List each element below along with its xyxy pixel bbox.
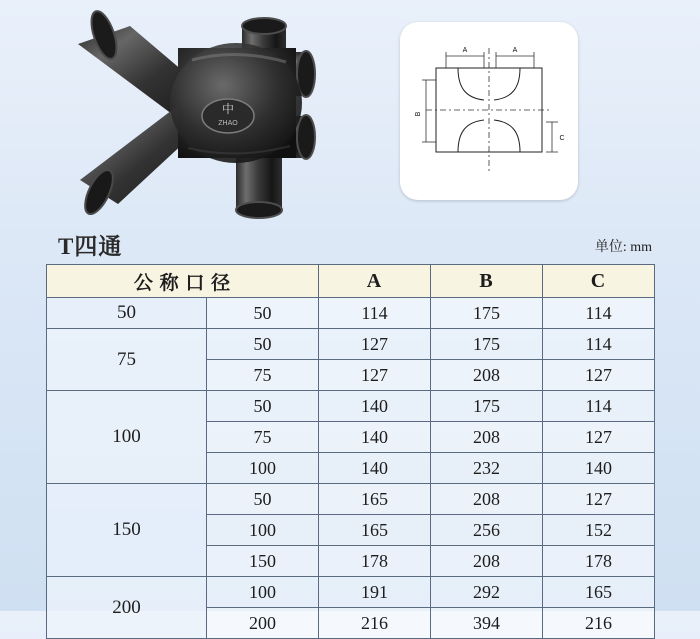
svg-text:ZHAO: ZHAO <box>218 120 238 127</box>
cell-b: 175 <box>431 329 543 360</box>
table-row <box>47 484 655 515</box>
cell-c: 127 <box>543 484 655 515</box>
cell-a: 127 <box>319 360 431 391</box>
drawing-label-a2: A <box>512 47 518 54</box>
cell-c: 178 <box>543 546 655 577</box>
cell-c: 152 <box>543 515 655 546</box>
cell-b: 208 <box>431 360 543 391</box>
cell-nominal: 75 <box>47 329 207 391</box>
cell-sub: 50 <box>207 329 319 360</box>
cell-sub: 150 <box>207 546 319 577</box>
header-nominal-diameter: 公 称 口 径 <box>47 265 319 298</box>
cell-a: 114 <box>319 298 431 329</box>
cell-sub: 50 <box>207 484 319 515</box>
specification-table <box>46 264 655 639</box>
cell-b: 394 <box>431 608 543 639</box>
cell-c: 127 <box>543 422 655 453</box>
header-b: B <box>431 265 543 298</box>
cell-a: 165 <box>319 484 431 515</box>
cell-b: 175 <box>431 391 543 422</box>
cell-sub: 200 <box>207 608 319 639</box>
table-row <box>47 577 655 608</box>
table-row <box>47 391 655 422</box>
header-c: C <box>543 265 655 298</box>
cell-sub: 50 <box>207 298 319 329</box>
cell-c: 140 <box>543 453 655 484</box>
cell-nominal: 100 <box>47 391 207 484</box>
cell-b: 256 <box>431 515 543 546</box>
cell-c: 114 <box>543 329 655 360</box>
cell-sub: 100 <box>207 515 319 546</box>
cell-nominal: 200 <box>47 577 207 639</box>
cell-a: 140 <box>319 391 431 422</box>
cell-a: 165 <box>319 515 431 546</box>
cell-nominal: 50 <box>47 298 207 329</box>
cell-a: 140 <box>319 453 431 484</box>
unit-note: 单位: mm <box>594 240 652 255</box>
product-logo <box>202 99 254 133</box>
table-row <box>47 298 655 329</box>
cell-c: 127 <box>543 360 655 391</box>
cell-sub: 75 <box>207 360 319 391</box>
page-title: T四通 <box>58 234 123 259</box>
illustration-area <box>0 0 700 225</box>
cell-a: 191 <box>319 577 431 608</box>
product-photo-cross-fitting <box>60 8 330 223</box>
cell-sub: 100 <box>207 453 319 484</box>
cell-c: 114 <box>543 391 655 422</box>
drawing-label-c: C <box>559 135 565 142</box>
header-a: A <box>319 265 431 298</box>
cell-b: 292 <box>431 577 543 608</box>
cell-c: 114 <box>543 298 655 329</box>
cell-sub: 100 <box>207 577 319 608</box>
cell-b: 232 <box>431 453 543 484</box>
table-row <box>47 329 655 360</box>
cell-b: 208 <box>431 546 543 577</box>
cell-a: 127 <box>319 329 431 360</box>
table-header-row <box>47 265 655 298</box>
cell-sub: 50 <box>207 391 319 422</box>
drawing-label-a1: A <box>462 47 468 54</box>
cell-a: 216 <box>319 608 431 639</box>
cell-b: 208 <box>431 422 543 453</box>
svg-text:中: 中 <box>221 102 235 116</box>
cell-c: 216 <box>543 608 655 639</box>
cell-a: 140 <box>319 422 431 453</box>
cell-b: 208 <box>431 484 543 515</box>
table-body <box>47 298 655 639</box>
cell-a: 178 <box>319 546 431 577</box>
cell-c: 165 <box>543 577 655 608</box>
technical-drawing-card <box>400 22 578 200</box>
cell-sub: 75 <box>207 422 319 453</box>
drawing-label-b: B <box>415 111 422 117</box>
cell-b: 175 <box>431 298 543 329</box>
title-row <box>0 228 700 264</box>
cell-nominal: 150 <box>47 484 207 577</box>
